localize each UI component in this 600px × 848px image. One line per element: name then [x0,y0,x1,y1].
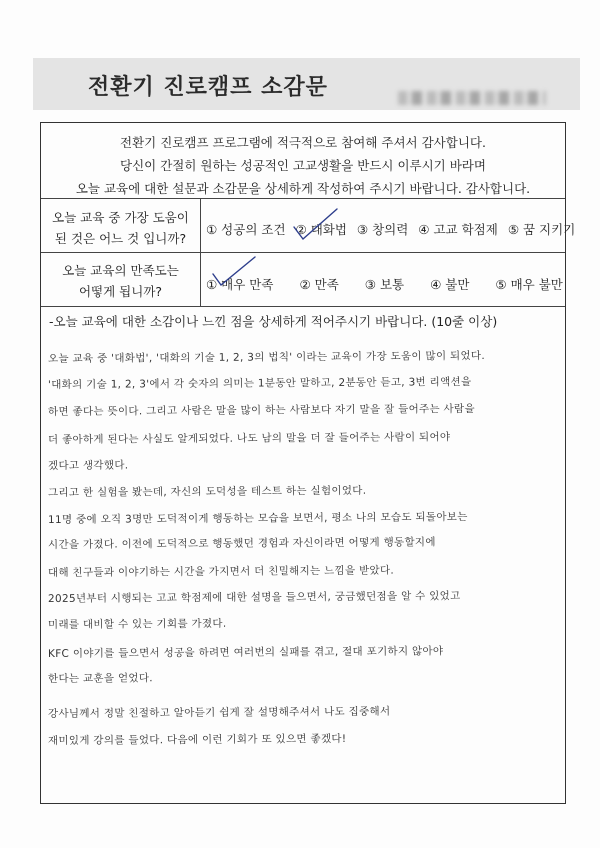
question-2-line-2: 어떻게 됩니까? [78,284,163,299]
handwritten-line: 시간을 가졌다. 이전에 도덕적으로 행동했던 경험과 자신이라면 어떻게 행동할지에 [47,536,436,551]
handwritten-line: 재미있게 강의를 들었다. 다음에 이런 기회가 또 있으면 좋겠다! [47,732,347,747]
divider [41,198,565,199]
checkmark-icon [291,205,341,245]
question-1-line-2: 된 것은 어느 것 입니까? [54,231,187,246]
survey-form [40,122,576,804]
handwritten-line: 그리고 한 실험을 봤는데, 자신의 도덕성을 테스트 하는 실험이었다. [47,484,367,499]
handwritten-line: 11명 중에 오직 3명만 도덕적이게 행동하는 모습을 보면서, 평소 나의 모습도 되돌아보는 [47,511,468,526]
handwritten-line: 한다는 교훈을 얻었다. [47,672,153,685]
question-1-line-1: 오늘 교육 중 가장 도움이 [52,210,189,225]
intro-line-2: 당신이 간절히 원하는 성공적인 고교생활을 반드시 이루시기 바라며 [120,158,486,173]
q1-option-4[interactable]: ④ 고교 학점제 [418,222,498,237]
q1-option-2[interactable]: ② 대화법 [295,222,347,237]
intro-line-3: 오늘 교육에 대한 설문과 소감문을 상세하게 작성하여 주시기 바랍니다. 감사합니다. [75,181,531,196]
q2-option-1[interactable]: ① 매우 만족 [206,277,274,292]
q1-option-5[interactable]: ⑤ 꿈 지키기 [507,222,576,237]
question-2-label [41,260,200,302]
handwritten-line: '대화의 기술 1, 2, 3'에서 각 숫자의 의미는 1분동안 말하고, 2분동안 듣고, 3번 리액션을 [47,376,472,391]
column-divider [200,198,201,306]
q1-option-1[interactable]: ① 성공의 조건 [206,222,286,237]
handwritten-line: 대해 친구들과 이야기하는 시간을 가지면서 더 친밀해지는 느낌을 받았다. [47,564,395,579]
handwritten-line: KFC 이야기를 들으면서 성공을 하려면 여러번의 실패를 겪고, 절대 포기하지 않아야 [47,645,444,660]
divider [41,252,565,253]
q2-option-5[interactable]: ⑤ 매우 불만 [495,277,563,292]
question-1-label [41,207,200,249]
question-1-options [206,220,575,238]
handwritten-line: 겠다고 생각했다. [47,459,129,472]
q2-option-2[interactable]: ② 만족 [299,277,339,292]
blurred-student-name [398,91,546,105]
question-2-line-1: 오늘 교육의 만족도는 [62,263,179,278]
checkmark-icon [209,254,259,290]
handwritten-line: 강사님께서 정말 친절하고 알아듣기 쉽게 잘 설명해주셔서 나도 집중해서 [47,705,391,720]
q2-option-4[interactable]: ④ 불만 [430,277,470,292]
handwritten-line: 오늘 교육 중 '대화법', '대화의 기술 1, 2, 3의 법칙' 이라는 교육이 가장 도움이 많이 되었다. [47,349,486,365]
handwritten-line: 미래를 대비할 수 있는 기회를 가졌다. [47,617,227,631]
q2-option-3[interactable]: ③ 보통 [364,277,405,292]
handwritten-line: 더 좋아하게 된다는 사실도 알게되었다. 나도 남의 말을 더 잘 들어주는 사람이 되어야 [47,431,451,446]
divider [41,306,565,307]
intro-line-1: 전환기 진로캠프 프로그램에 적극적으로 참여해 주셔서 감사합니다. [120,135,486,150]
q1-option-3[interactable]: ③ 창의력 [356,222,409,237]
intro-text [41,131,565,200]
essay-instruction: -오늘 교육에 대한 소감이나 느낀 점을 상세하게 적어주시기 바랍니다. (10줄 이상) [49,314,498,329]
question-2-options [206,275,563,293]
handwritten-line: 하면 좋다는 뜻이다. 그리고 사람은 말을 많이 하는 사람보다 자기 말을 잘 들어주는 사람을 [47,403,475,418]
page-title: 전환기 진로캠프 소감문 [88,75,328,100]
handwritten-line: 2025년부터 시행되는 고교 학점제에 대한 설명을 들으면서, 궁금했던점을 알 수 있었고 [47,590,461,605]
